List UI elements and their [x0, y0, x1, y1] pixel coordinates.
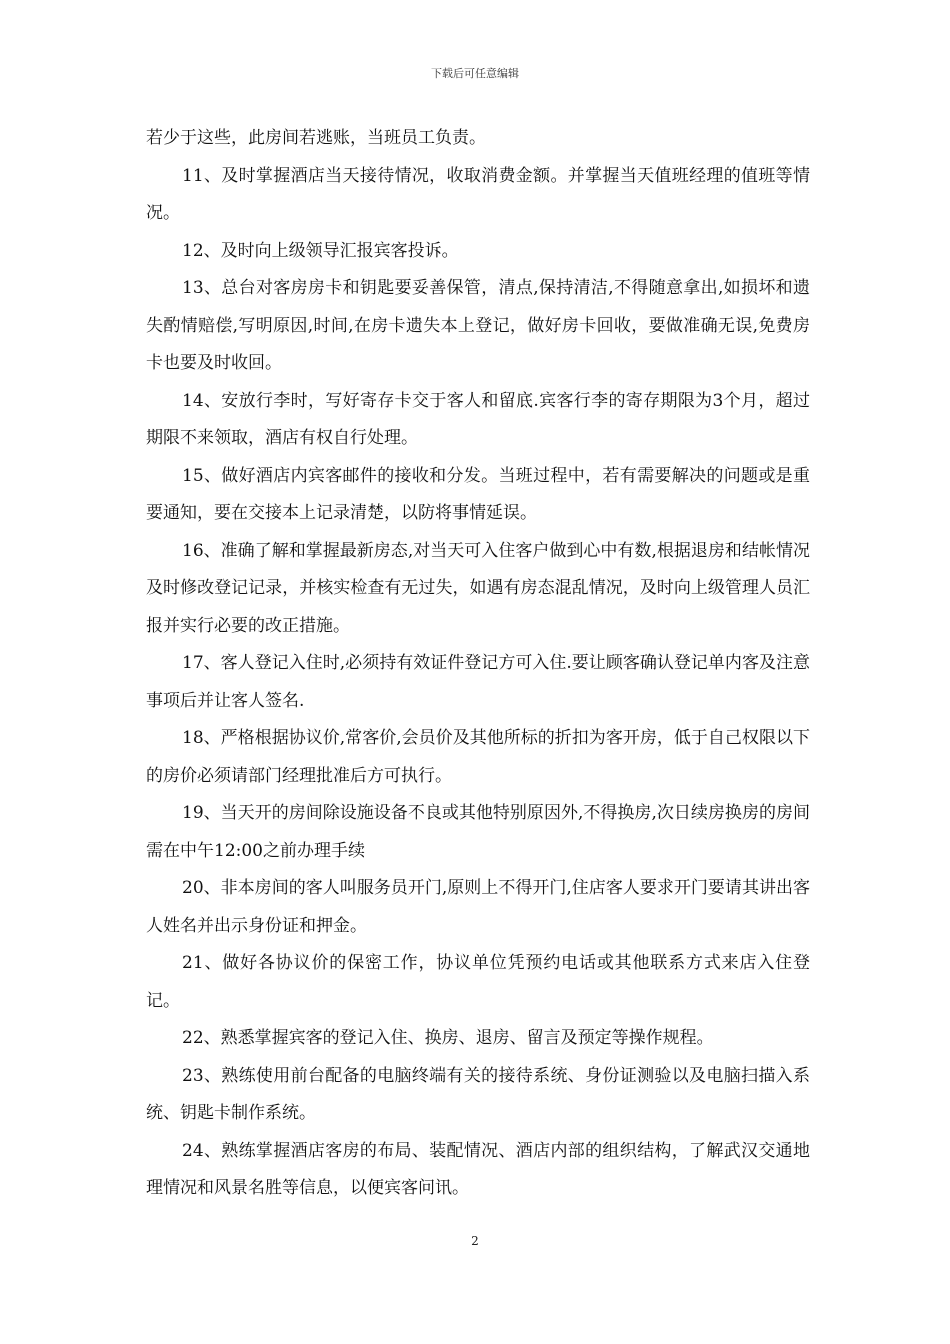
- paragraph-item-21: 21、做好各协议价的保密工作，协议单位凭预约电话或其他联系方式来店入住登记。: [146, 953, 810, 1011]
- paragraph-item-13: 13、总台对客房房卡和钥匙要妥善保管，清点,保持清洁,不得随意拿出,如损坏和遗失酌情赔偿,写明原因,时间,在房卡遗失本上登记，做好房卡回收，要做准确无误,免费房卡也要及时收回。: [146, 278, 810, 373]
- paragraph-item-16: 16、准确了解和掌握最新房态,对当天可入住客户做到心中有数,根据退房和结帐情况及时修改登记记录，并核实检查有无过失，如遇有房态混乱情况，及时向上级管理人员汇报并实行必要的改正措施。: [146, 540, 810, 636]
- paragraph-item-23: 23、熟练使用前台配备的电脑终端有关的接待系统、身份证测验以及电脑扫描入系统、钥匙卡制作系统。: [146, 1065, 810, 1123]
- paragraph-item-22: 22、熟悉掌握宾客的登记入住、换房、退房、留言及预定等操作规程。: [182, 1028, 714, 1048]
- paragraph-item-14: 14、安放行李时，写好寄存卡交于客人和留底.宾客行李的寄存期限为3个月，超过期限不来领取，酒店有权自行处理。: [146, 390, 810, 448]
- document-body: [146, 120, 810, 1208]
- paragraph-item-20: 20、非本房间的客人叫服务员开门,原则上不得开门,住店客人要求开门要请其讲出客人姓名并出示身份证和押金。: [146, 878, 810, 936]
- paragraph-item-17: 17、客人登记入住时,必须持有效证件登记方可入住.要让顾客确认登记单内客及注意事项后并让客人签名.: [146, 653, 810, 711]
- page-number: 2: [471, 1234, 479, 1248]
- page-header: 下载后可任意编辑: [431, 67, 519, 80]
- paragraph-item-18: 18、严格根据协议价,常客价,会员价及其他所标的折扣为客开房，低于自己权限以下的房价必须请部门经理批准后方可执行。: [146, 728, 810, 786]
- paragraph-item-19: 19、当天开的房间除设施设备不良或其他特别原因外,不得换房,次日续房换房的房间需在中午12:00之前办理手续: [146, 803, 810, 861]
- paragraph-item-11: 11、及时掌握酒店当天接待情况，收取消费金额。并掌握当天值班经理的值班等情况。: [146, 165, 810, 223]
- paragraph-item-15: 15、做好酒店内宾客邮件的接收和分发。当班过程中，若有需要解决的问题或是重要通知，要在交接本上记录清楚，以防将事情延误。: [146, 465, 810, 523]
- paragraph-item-24: 24、熟练掌握酒店客房的布局、装配情况、酒店内部的组织结构，了解武汉交通地理情况和风景名胜等信息，以便宾客问讯。: [146, 1140, 810, 1198]
- paragraph-item-12: 12、及时向上级领导汇报宾客投诉。: [182, 240, 459, 261]
- paragraph-continuation: 若少于这些，此房间若逃账，当班员工负责。: [146, 128, 486, 148]
